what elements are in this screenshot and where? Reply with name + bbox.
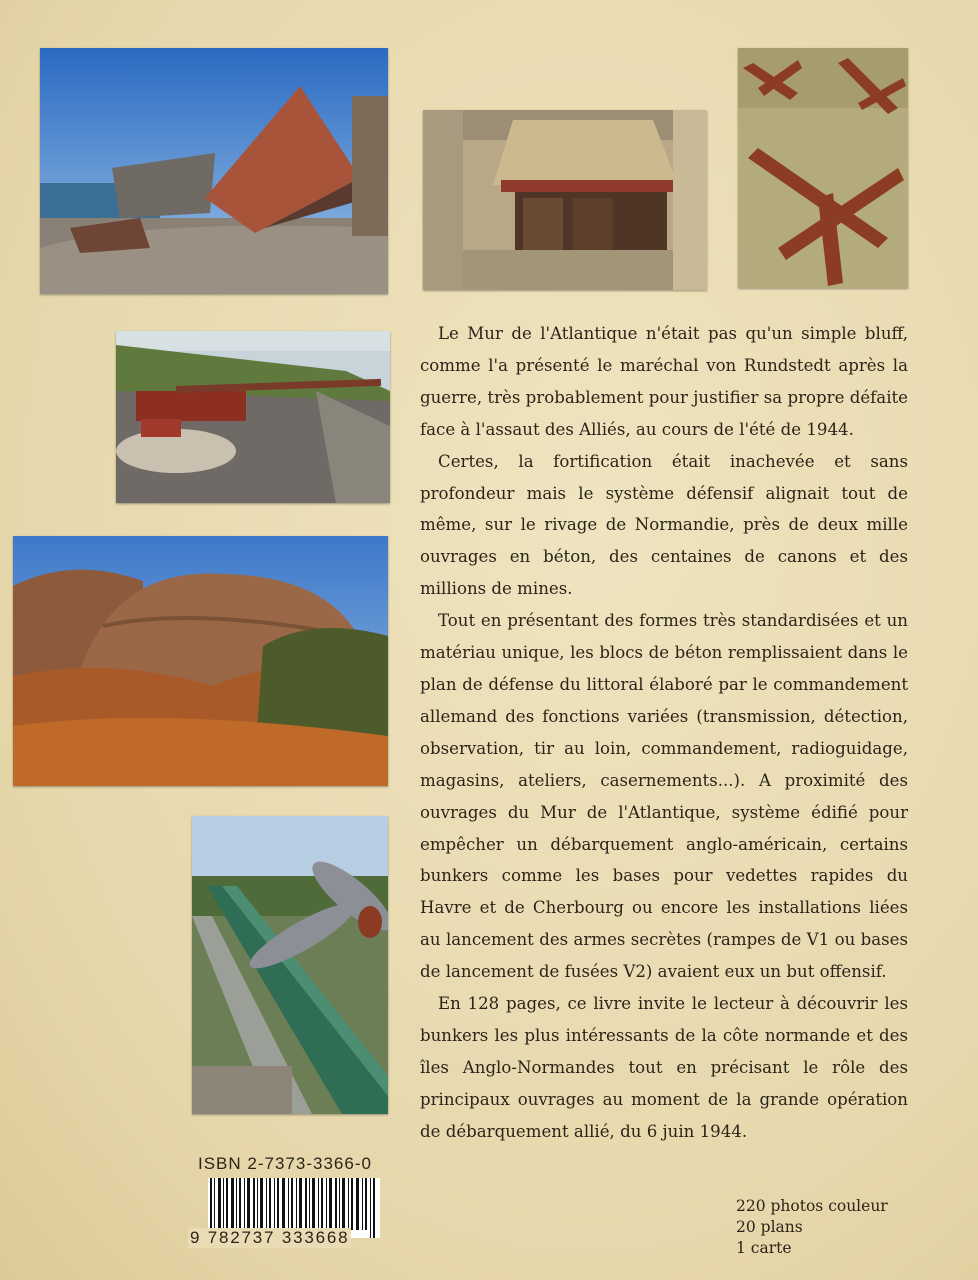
paragraph: Tout en présentant des formes très standardisées et un matériau unique, les blocs de béton remplissaient dans le plan de défense du littoral élaboré par le commandement allemand des fonctions variées (transmission, détection, observation, tir au loin, commandement, radioguidage, magasins, ateliers, casernements...). A proximité des ouvrages du Mur de l'Atlantique, système édifié pour empêcher un débarquement anglo-américain, certains bunkers comme les bases pour vedettes rapides du Havre et de Cherbourg ou encore les installations liées au lancement des armes secrètes (rampes de V1 ou bases de lancement de fusées V2) avaient eux un but offensif. bbox=[420, 611, 908, 982]
spec-photos: 220 photos couleur bbox=[736, 1197, 888, 1215]
paragraph: En 128 pages, ce livre invite le lecteur à découvrir les bunkers les plus intéressants de la côte normande et des îles Anglo-Normandes tout en précisant le rôle des principaux ouvrages au moment de la grande opération de débarquement allié, du 6 juin 1944. bbox=[420, 994, 908, 1141]
spec-plans: 20 plans bbox=[736, 1218, 803, 1236]
photo-casemate-embrasure bbox=[423, 110, 707, 290]
spec-carte: 1 carte bbox=[736, 1239, 792, 1257]
photo-coastal-gun bbox=[116, 331, 390, 503]
photo-v1-launch-ramp bbox=[192, 816, 388, 1114]
paragraph: Le Mur de l'Atlantique n'était pas qu'un simple bluff, comme l'a présenté le maréchal von Rundstedt après la guerre, très probablement pour justifier sa propre défaite face à l'assaut des Alliés, au cours de l'été de 1944. bbox=[420, 324, 908, 439]
back-cover-description bbox=[420, 318, 908, 1148]
barcode-digits: 9 782737 333668 bbox=[190, 1228, 350, 1247]
isbn-label: ISBN 2-7373-3366-0 bbox=[198, 1154, 372, 1173]
photo-dome-bunker bbox=[13, 536, 388, 786]
book-specs bbox=[736, 1196, 888, 1259]
photo-czech-hedgehogs bbox=[738, 48, 908, 288]
paragraph: Certes, la fortification était inachevée et sans profondeur mais le système défensif alignait tout de même, sur le rivage de Normandie, près de deux mille ouvrages en béton, des centaines de canons et des millions de mines. bbox=[420, 451, 908, 599]
photo-coastal-bunker-ruins bbox=[40, 48, 388, 294]
